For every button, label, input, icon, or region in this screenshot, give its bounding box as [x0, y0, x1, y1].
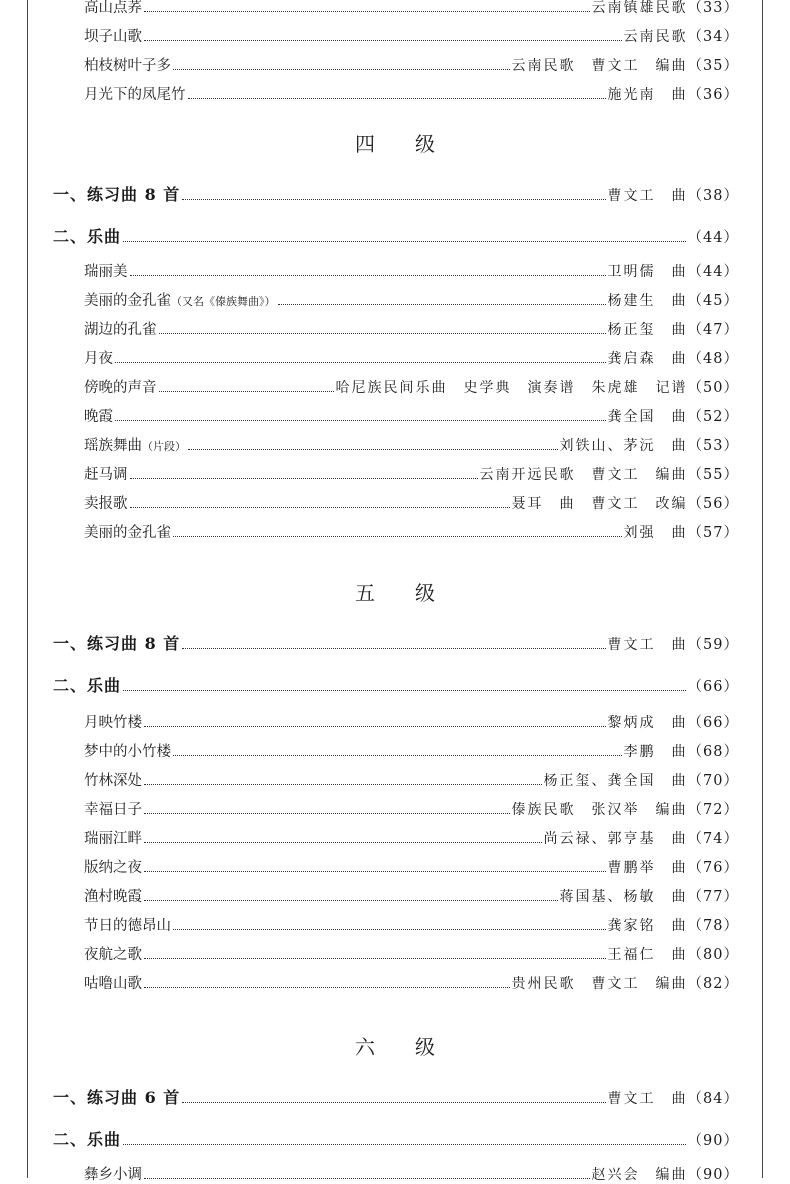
entry-credit: 杨正玺、龚全国 曲 — [543, 773, 688, 789]
entry-title-text: 瑶族舞曲 — [84, 438, 142, 454]
entry-credit: 赵兴会 编曲 — [591, 1167, 688, 1183]
leader-dots — [130, 478, 478, 479]
leader-dots — [130, 507, 510, 508]
entry-note: （又名《傣族舞曲》） — [171, 295, 276, 308]
leader-dots — [123, 690, 686, 691]
entry-credit: 王福仁 曲 — [607, 947, 688, 963]
toc-entry[interactable] — [84, 54, 739, 75]
entry-page: （56） — [687, 496, 739, 512]
toc-entry[interactable] — [84, 492, 739, 513]
toc-entry[interactable] — [84, 289, 739, 310]
leader-dots — [173, 69, 510, 70]
entry-credit: 刘铁山、茅沅 曲 — [559, 438, 688, 454]
entry-credit: 哈尼族民间乐曲 史学典 演奏谱 朱虎雄 记谱 — [335, 380, 688, 396]
section-pieces[interactable] — [53, 1127, 739, 1150]
entry-title: 卖报歌 — [84, 496, 128, 512]
section-pieces[interactable] — [53, 673, 739, 696]
entry-page: （34） — [687, 29, 739, 45]
section-page: （66） — [687, 679, 739, 695]
section-title: 二、乐曲 — [53, 1130, 122, 1149]
toc-entry[interactable] — [84, 318, 739, 339]
entry-note: （片段） — [142, 440, 186, 453]
entry-title: 瑞丽江畔 — [84, 831, 142, 847]
entry-credit: 云南民歌 — [623, 29, 688, 45]
toc-entry[interactable] — [84, 463, 739, 484]
leader-dots — [182, 199, 605, 200]
entry-page: （68） — [687, 744, 739, 760]
entry-credit: 杨正玺 曲 — [607, 322, 688, 338]
leader-dots — [188, 98, 606, 99]
entry-title: 柏枝树叶子多 — [84, 58, 171, 74]
leader-dots — [123, 241, 686, 242]
entry-credit: 龚全国 曲 — [607, 409, 688, 425]
toc-entry[interactable] — [84, 769, 739, 790]
entry-page: （52） — [687, 409, 739, 425]
entry-credit: 云南镇雄民歌 — [591, 0, 688, 16]
entry-page: （47） — [687, 322, 739, 338]
entry-title — [84, 434, 186, 455]
leader-dots — [144, 784, 542, 785]
section-title: 二、乐曲 — [53, 676, 122, 695]
leader-dots — [144, 11, 590, 12]
section-pieces[interactable] — [53, 224, 739, 247]
entry-credit: 杨建生 曲 — [607, 293, 688, 309]
entry-credit: 聂耳 曲 曹文工 改编 — [511, 496, 688, 512]
toc-entry[interactable] — [84, 914, 739, 935]
entry-title: 湖边的孔雀 — [84, 322, 157, 338]
section-page: （44） — [687, 230, 739, 246]
leader-dots — [144, 726, 606, 727]
grade-heading: 五级 — [355, 581, 475, 605]
leader-dots — [144, 813, 510, 814]
leader-dots — [188, 449, 558, 450]
entry-page: （45） — [687, 293, 739, 309]
entry-title: 彝乡小调 — [84, 1167, 142, 1183]
leader-dots — [130, 275, 606, 276]
section-page: （59） — [687, 637, 739, 653]
toc-entry[interactable] — [84, 711, 739, 732]
leader-dots — [278, 304, 606, 305]
toc-entry[interactable] — [84, 798, 739, 819]
toc-entry[interactable] — [84, 405, 739, 426]
toc-entry[interactable] — [84, 856, 739, 877]
entry-credit: 刘强 曲 — [623, 525, 688, 541]
toc-entry[interactable] — [84, 83, 739, 104]
section-etudes[interactable] — [53, 631, 739, 654]
entry-page: （82） — [687, 976, 739, 992]
section-title: 一、练习曲 6 首 — [53, 1088, 181, 1107]
grade-heading: 六级 — [355, 1035, 475, 1059]
entry-title: 高山点荞 — [84, 0, 142, 16]
entry-credit: 龚启森 曲 — [607, 351, 688, 367]
entry-page: （70） — [687, 773, 739, 789]
toc-entry[interactable] — [84, 434, 739, 455]
leader-dots — [173, 536, 622, 537]
entry-title: 傍晚的声音 — [84, 380, 157, 396]
leader-dots — [144, 40, 622, 41]
leader-dots — [182, 648, 605, 649]
entry-title: 咕噜山歌 — [84, 976, 142, 992]
toc-entry[interactable] — [84, 521, 739, 542]
grade-heading: 四级 — [355, 132, 475, 156]
entry-page: （78） — [687, 918, 739, 934]
entry-title: 晚霞 — [84, 409, 113, 425]
toc-entry[interactable] — [84, 740, 739, 761]
leader-dots — [173, 755, 622, 756]
entry-credit: 黎炳成 曲 — [607, 715, 688, 731]
leader-dots — [144, 871, 606, 872]
leader-dots — [123, 1144, 686, 1145]
entry-title: 渔村晚霞 — [84, 889, 142, 905]
entry-page: （66） — [687, 715, 739, 731]
entry-page: （55） — [687, 467, 739, 483]
entry-title: 节日的德昂山 — [84, 918, 171, 934]
entry-credit: 卫明儒 曲 — [607, 264, 688, 280]
section-title: 一、练习曲 8 首 — [53, 634, 181, 653]
entry-page: （72） — [687, 802, 739, 818]
entry-page: （76） — [687, 860, 739, 876]
entry-credit: 傣族民歌 张汉举 编曲 — [511, 802, 688, 818]
entry-page: （74） — [687, 831, 739, 847]
section-credit: 曹文工 曲 — [607, 637, 688, 653]
entry-title-text: 美丽的金孔雀 — [84, 293, 171, 309]
entry-page: （90） — [687, 1167, 739, 1183]
entry-title: 幸福日子 — [84, 802, 142, 818]
entry-credit: 贵州民歌 曹文工 编曲 — [511, 976, 688, 992]
section-page: （38） — [687, 188, 739, 204]
section-etudes[interactable] — [53, 1085, 739, 1108]
section-credit: 曹文工 曲 — [607, 188, 688, 204]
section-title: 一、练习曲 8 首 — [53, 185, 181, 204]
section-etudes[interactable] — [53, 182, 739, 205]
leader-dots — [115, 420, 606, 421]
section-title: 二、乐曲 — [53, 227, 122, 246]
toc-entry[interactable] — [84, 1163, 739, 1184]
leader-dots — [144, 1178, 590, 1179]
leader-dots — [173, 929, 606, 930]
entry-title: 月映竹楼 — [84, 715, 142, 731]
entry-title — [84, 289, 276, 310]
leader-dots — [144, 958, 606, 959]
leader-dots — [159, 391, 334, 392]
entry-title: 版纳之夜 — [84, 860, 142, 876]
toc-entry[interactable] — [84, 943, 739, 964]
toc-entry[interactable] — [84, 972, 739, 993]
leader-dots — [115, 362, 606, 363]
leader-dots — [159, 333, 606, 334]
entry-title: 梦中的小竹楼 — [84, 744, 171, 760]
entry-title: 竹林深处 — [84, 773, 142, 789]
entry-page: （53） — [687, 438, 739, 454]
toc-entry[interactable] — [84, 885, 739, 906]
entry-credit: 李鹏 曲 — [623, 744, 688, 760]
leader-dots — [144, 900, 558, 901]
entry-title: 夜航之歌 — [84, 947, 142, 963]
leader-dots — [144, 987, 510, 988]
entry-title: 瑞丽美 — [84, 264, 128, 280]
entry-credit: 蒋国基、杨敏 曲 — [559, 889, 688, 905]
entry-page: （57） — [687, 525, 739, 541]
entry-page: （33） — [687, 0, 739, 16]
entry-credit: 云南民歌 曹文工 编曲 — [511, 58, 688, 74]
entry-page: （35） — [687, 58, 739, 74]
entry-title: 坝子山歌 — [84, 29, 142, 45]
entry-credit: 云南开远民歌 曹文工 编曲 — [479, 467, 688, 483]
entry-title: 月夜 — [84, 351, 113, 367]
toc-entry[interactable] — [84, 347, 739, 368]
section-page: （84） — [687, 1091, 739, 1107]
entry-page: （50） — [687, 380, 739, 396]
entry-title: 月光下的凤尾竹 — [84, 87, 186, 103]
entry-page: （36） — [687, 87, 739, 103]
toc-entry[interactable] — [84, 25, 739, 46]
entry-title: 赶马调 — [84, 467, 128, 483]
entry-title: 美丽的金孔雀 — [84, 525, 171, 541]
entry-page: （48） — [687, 351, 739, 367]
leader-dots — [182, 1102, 605, 1103]
entry-credit: 龚家铭 曲 — [607, 918, 688, 934]
entry-credit: 施光南 曲 — [607, 87, 688, 103]
toc-entry[interactable] — [84, 827, 739, 848]
leader-dots — [144, 842, 542, 843]
toc-entry[interactable] — [84, 0, 739, 17]
section-page: （90） — [687, 1133, 739, 1149]
section-credit: 曹文工 曲 — [607, 1091, 688, 1107]
entry-credit: 曹鹏举 曲 — [607, 860, 688, 876]
entry-page: （80） — [687, 947, 739, 963]
entry-credit: 尚云禄、郭亨基 曲 — [543, 831, 688, 847]
toc-entry[interactable] — [84, 376, 739, 397]
entry-page: （44） — [687, 264, 739, 280]
entry-page: （77） — [687, 889, 739, 905]
toc-entry[interactable] — [84, 260, 739, 281]
